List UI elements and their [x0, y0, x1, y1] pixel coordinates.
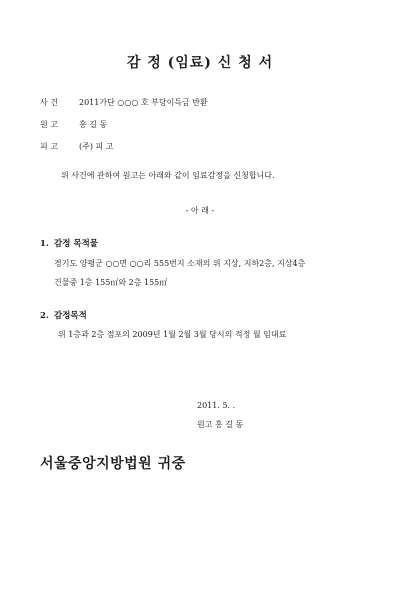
document-title: 감 정 (임료) 신 청 서 — [126, 55, 274, 71]
defendant-label: 피 고 — [40, 142, 58, 151]
section-1-number: 1. — [40, 239, 49, 249]
intro-text: 위 사건에 관하여 원고는 아래와 같이 임료감정을 신청합니다. — [61, 171, 275, 180]
case-value: 2011가단 ○○○ 호 부당이득금 반환 — [79, 98, 208, 107]
section-1-line-1: 경기도 양평군 ○○면 ○○리 555번지 소재의 위 지상, 지하2층, 지상4층 — [54, 259, 306, 268]
filing-date: 2011. 5. . — [197, 401, 236, 410]
plaintiff-value: 홍 길 동 — [79, 120, 108, 129]
section-2-line-1: 위 1층과 2층 점포의 2009년 1월 2월 3월 당시의 적정 월 임대료 — [58, 330, 287, 339]
section-2-number: 2. — [40, 311, 49, 321]
court-addressee: 서울중앙지방법원 귀중 — [40, 456, 186, 472]
plaintiff-label: 원 고 — [40, 120, 58, 129]
below-heading: - 아 래 - — [185, 206, 215, 215]
case-label: 사 건 — [40, 98, 58, 107]
defendant-value: (주) 피 고 — [79, 142, 114, 151]
section-2-heading: 감정목적 — [54, 311, 87, 321]
section-1-heading: 감정 목적물 — [54, 239, 99, 249]
section-1-line-2: 건물중 1층 155㎡와 2층 155㎡ — [54, 278, 168, 287]
signer-name: 원고 홍 길 동 — [197, 420, 244, 429]
